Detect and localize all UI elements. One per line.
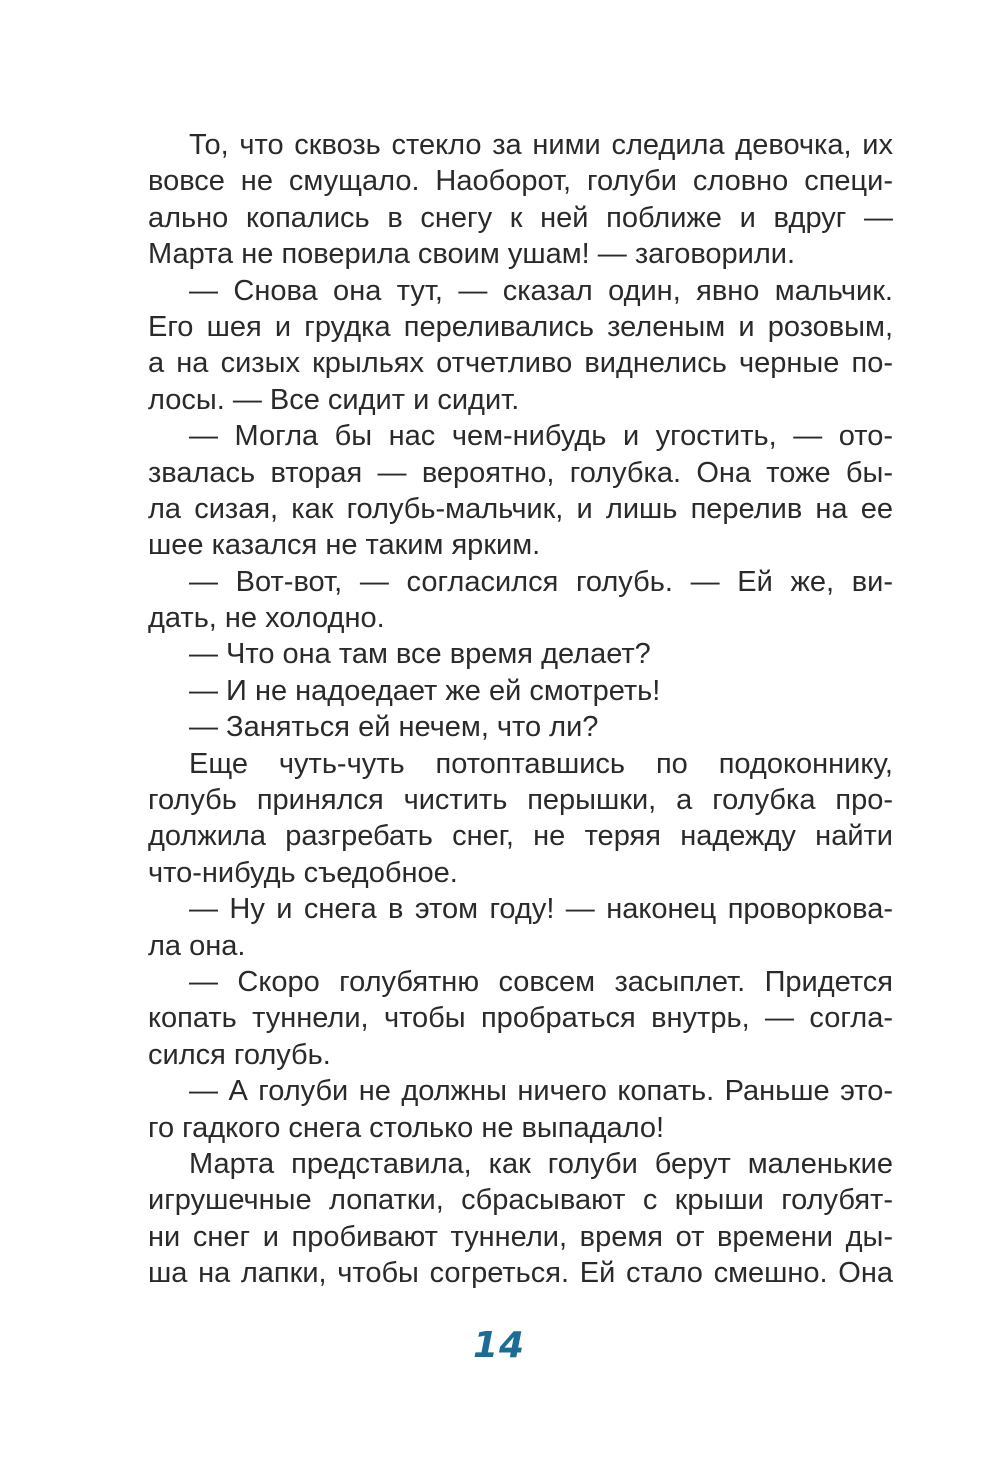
text-line: а на сизых крыльях отчетливо виднелись черные по- <box>148 347 893 380</box>
text-line: ша на лапки, чтобы согреться. Ей стало смешно. Она <box>148 1257 893 1290</box>
text-line: — Вот-вот, — согласился голубь. — Ей же, ви- <box>189 565 893 598</box>
page-number: 14 <box>472 1325 526 1366</box>
text-line: звалась вторая — вероятно, голубка. Она тоже бы- <box>148 456 893 489</box>
text-line: — Заняться ей нечем, что ли? <box>189 711 599 744</box>
text-line: Еще чуть-чуть потоптавшись по подоконнику, <box>189 747 893 780</box>
text-line: дать, не холодно. <box>148 602 385 635</box>
text-line: — А голуби не должны ничего копать. Раньше это- <box>189 1075 893 1108</box>
text-line: го гадкого снега столько не выпадало! <box>148 1111 665 1144</box>
text-line: ла сизая, как голубь-мальчик, и лишь перелив на ее <box>148 492 893 525</box>
text-line: — Что она там все время делает? <box>189 638 651 671</box>
text-line: Марта представила, как голуби берут маленькие <box>189 1147 893 1180</box>
body-text <box>148 127 893 1292</box>
text-line: голубь принялся чистить перышки, а голубка про- <box>148 784 893 817</box>
text-line: сился голубь. <box>148 1038 331 1071</box>
text-line: вовсе не смущало. Наоборот, голуби словно специ- <box>148 165 893 198</box>
text-line: То, что сквозь стекло за ними следила девочка, их <box>189 129 893 161</box>
text-line: шее казался не таким ярким. <box>148 529 541 562</box>
text-line: ла она. <box>148 929 246 962</box>
text-line: лосы. — Все сидит и сидит. <box>148 383 520 416</box>
text-line: — Ну и снега в этом году! — наконец проворкова- <box>189 893 893 926</box>
text-line: Его шея и грудка переливались зеленым и розовым, <box>148 310 893 343</box>
text-line: игрушечные лопатки, сбрасывают с крыши голубят- <box>148 1184 893 1217</box>
text-line: — Скоро голубятню совсем засыплет. Придется <box>189 965 893 998</box>
text-line: — И не надоедает же ей смотреть! <box>189 674 661 707</box>
text-line: ни снег и пробивают туннели, время от времени ды- <box>148 1220 893 1253</box>
text-line: ально копались в снегу к ней поближе и вдруг — <box>148 201 893 234</box>
text-line: — Могла бы нас чем-нибудь и угостить, — ото- <box>189 420 893 453</box>
text-line: Марта не поверила своим ушам! — заговорили. <box>148 238 796 271</box>
text-line: что-нибудь съедобное. <box>148 856 458 889</box>
text-line: — Снова она тут, — сказал один, явно мальчик. <box>189 274 893 307</box>
text-line: должила разгребать снег, не теряя надежду найти <box>148 820 893 853</box>
text-line: копать туннели, чтобы пробраться внутрь, — согла- <box>148 1002 893 1035</box>
